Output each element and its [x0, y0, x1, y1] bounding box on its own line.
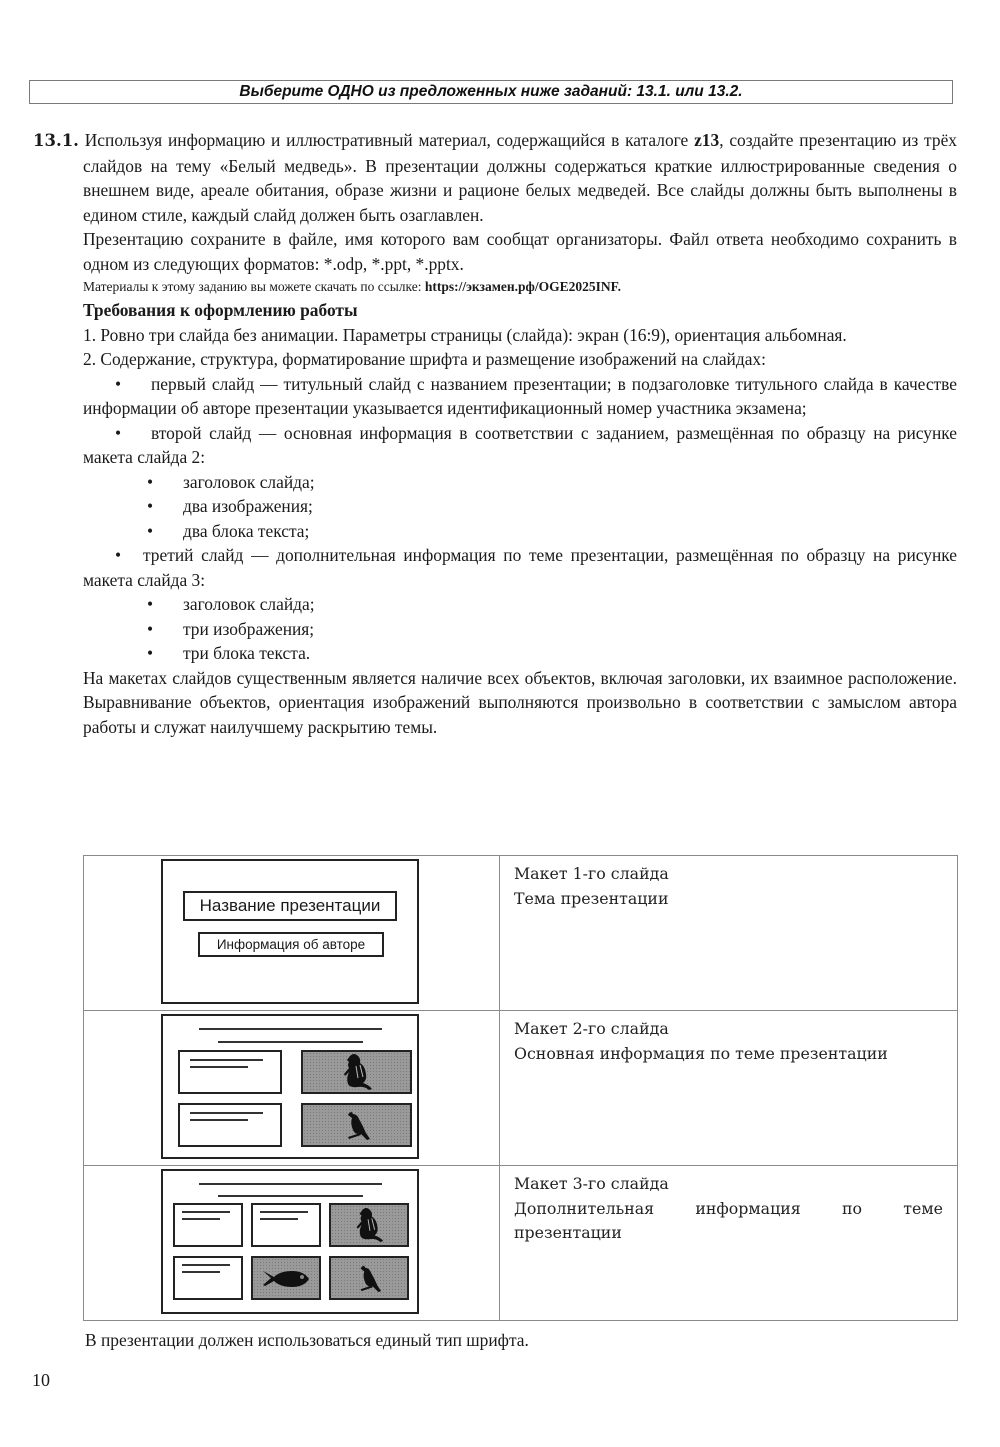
text-line	[190, 1119, 248, 1121]
title-line	[199, 1028, 382, 1030]
task-intro	[33, 128, 957, 227]
image-placeholder	[301, 1103, 412, 1147]
materials-prefix: Материалы к этому заданию вы можете скачать по ссылке:	[83, 279, 425, 294]
slide2-requirement-text: второй слайд — основная информация в соответствии с заданием, размещённая по образцу на рисунке макета слайда 2:	[83, 422, 957, 467]
layout-3-description	[500, 1166, 958, 1321]
layout-caption: Макет 2-го слайда	[514, 1019, 669, 1038]
slide2-item	[33, 470, 957, 495]
text-line	[190, 1112, 263, 1114]
text-line	[260, 1218, 298, 1220]
title-line	[218, 1041, 363, 1043]
slide1-requirement-text: первый слайд — титульный слайд с названием презентации; в подзаголовке титульного слайда в качестве информации об авторе презентации указывается идентификационный номер участника экзамена;	[83, 373, 957, 418]
materials-note	[33, 276, 957, 298]
text-line	[182, 1211, 230, 1213]
bullet-icon: •	[115, 422, 122, 443]
task-intro-rest: , создайте презентацию из трёх слайдов на тему «Белый медведь». В презентации должны содержаться краткие иллюстрированные сведения о внешнем виде, ареале обитания, образе жизни и рационе белых медведей. Все слайды должны быть выполнены в едином стиле, каждый слайд должен быть озаглавлен.	[83, 130, 957, 225]
slide3-item	[33, 617, 957, 642]
task-number: 13.1.	[33, 131, 79, 150]
table-row	[84, 1011, 958, 1166]
layout-1-picture	[84, 856, 500, 1011]
slide3-requirement-text: третий слайд — дополнительная информация по теме презентации, размещённая по образцу на рисунке макета слайда 3:	[83, 545, 957, 590]
layout-1-description	[500, 856, 958, 1011]
text-line	[190, 1059, 263, 1061]
layout-2-description	[500, 1011, 958, 1166]
layout-topic: Основная информация по теме презентации	[514, 1043, 888, 1063]
slide3-requirement	[33, 543, 957, 592]
slide3-item	[33, 592, 957, 617]
text-line	[182, 1218, 220, 1220]
text-block	[178, 1103, 282, 1147]
title-line	[218, 1195, 363, 1197]
task-choice-banner: Выберите ОДНО из предложенных ниже заданий: 13.1. или 13.2.	[29, 80, 953, 104]
bullet-icon: •	[147, 471, 154, 492]
text-line	[260, 1211, 308, 1213]
materials-link[interactable]: https://экзамен.рф/OGE2025INF.	[424, 279, 622, 294]
bullet-icon: •	[147, 594, 154, 614]
bullet-icon: •	[115, 545, 122, 565]
requirements-heading: Требования к оформлению работы	[83, 300, 358, 320]
font-requirement-note: В презентации должен использоваться единый тип шрифта.	[85, 1330, 529, 1350]
layout-2-picture	[84, 1011, 500, 1166]
bullet-icon: •	[147, 618, 154, 639]
task-13-1	[33, 128, 957, 739]
text-line	[190, 1066, 248, 1068]
slide-3-mockup	[161, 1169, 419, 1314]
slide-1-mockup	[161, 859, 419, 1004]
slide3-item-text: три изображения;	[183, 618, 315, 639]
text-block	[173, 1256, 243, 1300]
image-placeholder	[301, 1050, 412, 1094]
slide2-item	[33, 519, 957, 544]
slide1-requirement	[33, 372, 957, 421]
slide3-item-text: заголовок слайда;	[183, 594, 315, 614]
slide-layouts-table	[83, 855, 958, 1321]
slide2-item-text: два блока текста;	[183, 520, 310, 541]
text-line	[182, 1264, 230, 1266]
slide2-item-text: заголовок слайда;	[183, 471, 315, 492]
image-placeholder	[251, 1256, 321, 1300]
bullet-icon: •	[147, 496, 154, 516]
fish-icon	[261, 1267, 311, 1289]
bullet-icon: •	[147, 643, 154, 663]
text-block	[251, 1203, 321, 1247]
chipmunk-icon	[353, 1206, 385, 1244]
image-placeholder	[329, 1203, 409, 1247]
bird-icon	[342, 1107, 372, 1143]
image-placeholder	[329, 1256, 409, 1300]
layout-3-picture	[84, 1166, 500, 1321]
layout-note: На макетах слайдов существенным является наличие всех объектов, включая заголовки, их взаимное расположение. Выравнивание объектов, ориентация изображений выполняются произвольно в соответствии с замыслом автора работы и служат наилучшему раскрытию темы.	[83, 667, 957, 737]
bullet-icon: •	[147, 520, 154, 541]
text-block	[173, 1203, 243, 1247]
page-number: 10	[32, 1370, 50, 1390]
layout-topic: Тема презентации	[514, 888, 669, 908]
layout-caption: Макет 1-го слайда	[514, 864, 669, 883]
slide-2-mockup	[161, 1014, 419, 1159]
title-placeholder: Название презентации	[183, 891, 397, 921]
save-note: Презентацию сохраните в файле, имя которого вам сообщат организаторы. Файл ответа необходимо сохранить в одном из следующих форматов: *.odp, *.ppt, *.pptx.	[83, 229, 957, 274]
chipmunk-icon	[340, 1052, 374, 1092]
text-line	[182, 1271, 220, 1273]
slide2-item	[33, 494, 957, 519]
table-row	[84, 1166, 958, 1321]
requirement-1: 1. Ровно три слайда без анимации. Параметры страницы (слайда): экран (16:9), ориентация альбомная.	[83, 324, 847, 345]
author-placeholder: Информация об авторе	[198, 932, 384, 957]
layout-topic: Дополнительная информация по теме презентации	[514, 1198, 943, 1242]
table-row	[84, 856, 958, 1011]
title-line	[199, 1183, 382, 1185]
bullet-icon: •	[115, 373, 122, 394]
slide2-item-text: два изображения;	[183, 496, 313, 516]
slide3-item	[33, 641, 957, 666]
bird-icon	[355, 1261, 383, 1295]
text-block	[178, 1050, 282, 1094]
catalog-name: z13	[694, 130, 720, 150]
slide3-item-text: три блока текста.	[183, 643, 311, 663]
requirement-2: 2. Содержание, структура, форматирование шрифта и размещение изображений на слайдах:	[83, 349, 766, 369]
slide2-requirement	[33, 421, 957, 470]
layout-caption: Макет 3-го слайда	[514, 1174, 669, 1193]
task-intro-text: Используя информацию и иллюстративный материал, содержащийся в каталоге	[84, 130, 695, 150]
